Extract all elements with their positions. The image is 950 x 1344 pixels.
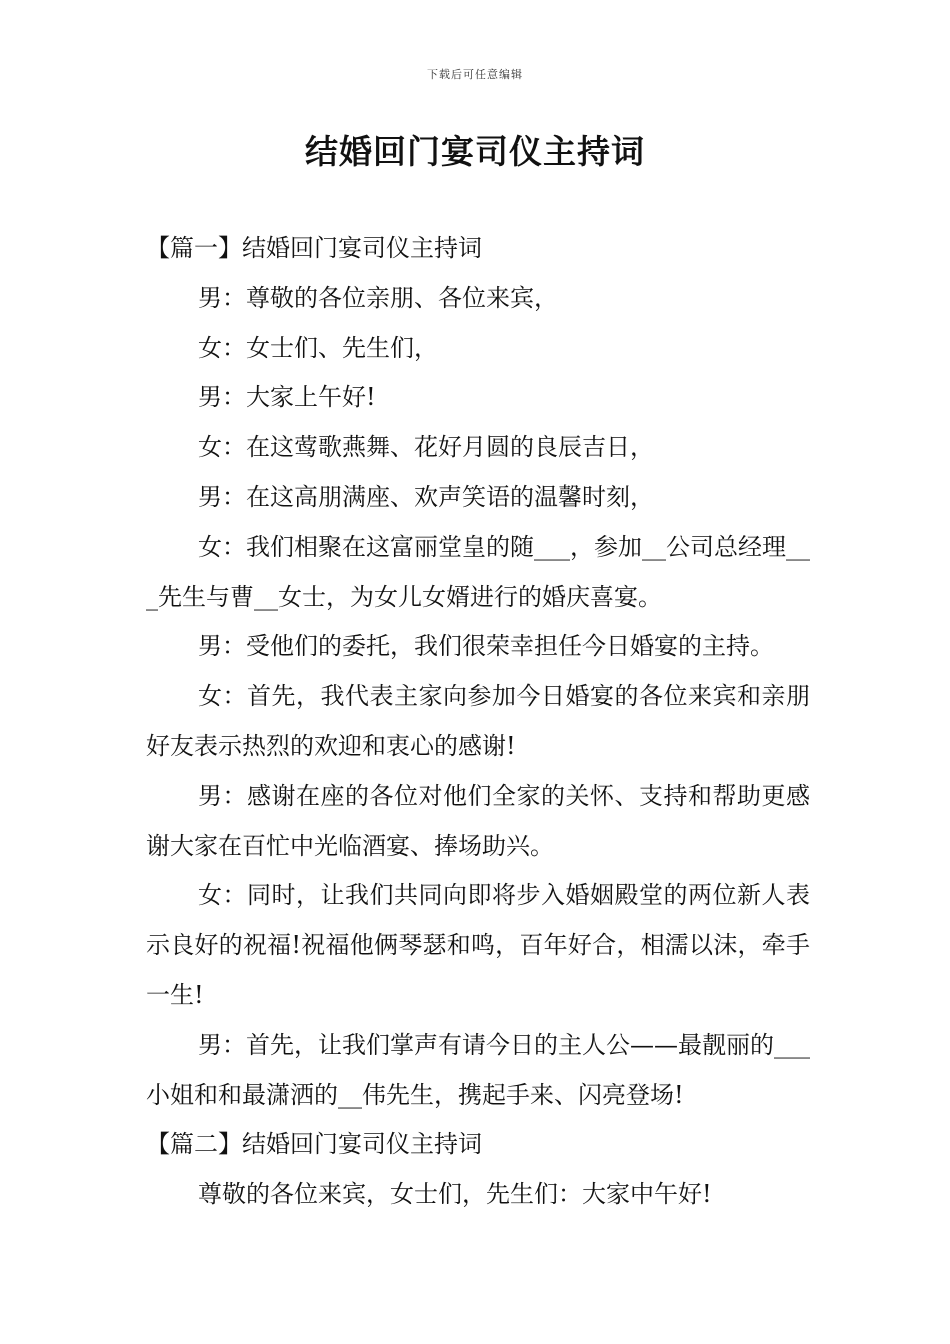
paragraph: 男：感谢在座的各位对他们全家的关怀、支持和帮助更感谢大家在百忙中光临酒宴、捧场助兴。	[146, 781, 810, 860]
paragraph: 男：首先，让我们掌声有请今日的主人公——最靓丽的___小姐和和最潇洒的__伟先生，携起手来、闪亮登场!	[146, 1030, 810, 1109]
paragraph: 女：在这莺歌燕舞、花好月圆的良辰吉日，	[198, 433, 654, 462]
paragraph: 男：受他们的委托，我们很荣幸担任今日婚宴的主持。	[198, 632, 774, 661]
paragraph: 男：大家上午好!	[198, 383, 376, 412]
document-body	[146, 224, 810, 1220]
paragraph: 男：尊敬的各位亲朋、各位来宾，	[198, 283, 558, 312]
paragraph: 女：女士们、先生们，	[198, 333, 438, 362]
paragraph: 女：首先，我代表主家向参加今日婚宴的各位来宾和亲朋好友表示热烈的欢迎和衷心的感谢!	[146, 682, 810, 760]
paragraph: 女：同时，让我们共同向即将步入婚姻殿堂的两位新人表示良好的祝福!祝福他俩琴瑟和鸣，百年好合，相濡以沫，牵手一生!	[146, 881, 810, 1009]
document-title: 结婚回门宴司仪主持词	[305, 132, 645, 171]
section-heading-2: 【篇二】结婚回门宴司仪主持词	[146, 1130, 482, 1159]
paragraph: 女：我们相聚在这富丽堂皇的随___，参加__公司总经理___先生与曹__女士，为女儿女婿进行的婚庆喜宴。	[146, 532, 810, 611]
paragraph: 男：在这高朋满座、欢声笑语的温馨时刻，	[198, 482, 654, 511]
header-note: 下载后可任意编辑	[427, 68, 523, 81]
section-heading-1: 【篇一】结婚回门宴司仪主持词	[146, 234, 482, 262]
paragraph: 尊敬的各位来宾，女士们，先生们：大家中午好!	[198, 1180, 712, 1209]
